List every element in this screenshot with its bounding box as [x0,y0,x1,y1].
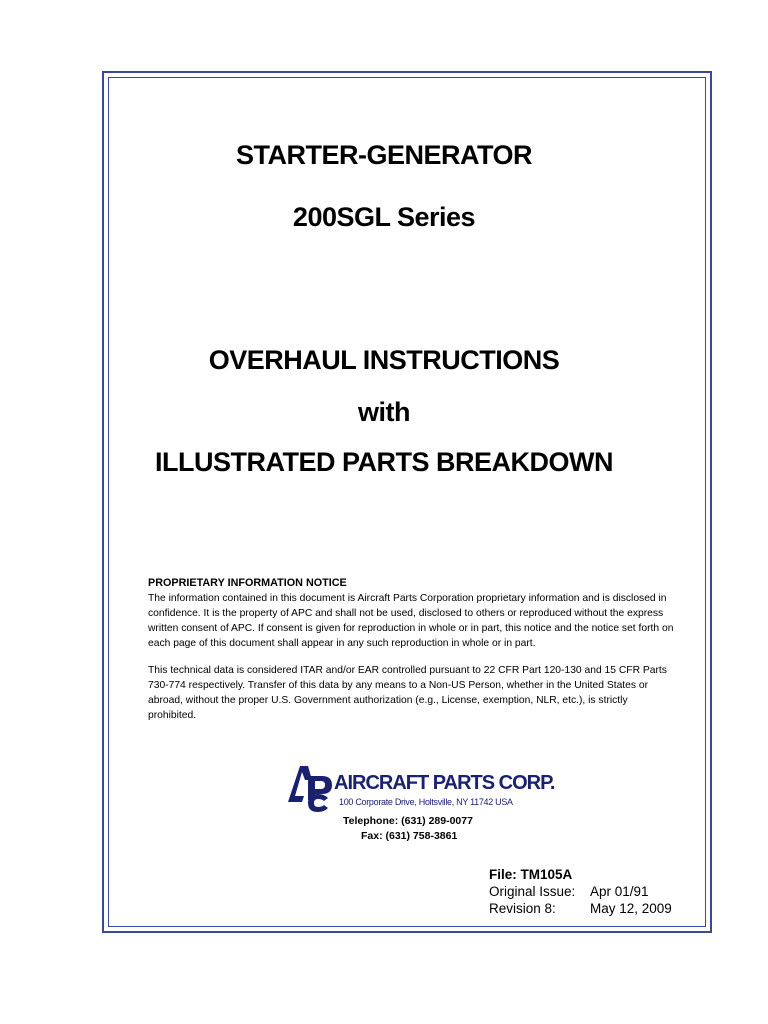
file-info-block [489,866,672,917]
proprietary-notice [148,576,676,723]
document-subtitle-connector: with [358,397,410,427]
company-telephone: Telephone: (631) 289-0077 [343,815,473,827]
company-name: AIRCRAFT PARTS CORP. [334,772,555,794]
notice-paragraph-itar: This technical data is considered ITAR and/or EAR controlled pursuant to 22 CFR Part 120-130 and 15 CFR Parts 730-774 respectively. Transfer of this data by any means to a Non-US Person, whether in the United States or abroad, without the proper U.S. Government authorization (e.g., License, exemption, NLR, etc.), is strictly prohibited. [148,665,667,721]
original-issue-value: Apr 01/91 [590,884,649,899]
revision-row [489,900,672,917]
notice-heading: PROPRIETARY INFORMATION NOTICE [148,577,347,589]
revision-value: May 12, 2009 [590,901,672,916]
document-series: 200SGL Series [292,202,476,232]
original-issue-row [489,883,672,900]
document-title: STARTER-GENERATOR [235,140,532,170]
document-subtitle: OVERHAUL INSTRUCTIONS [208,345,560,375]
original-issue-label: Original Issue: [489,884,576,899]
revision-label: Revision 8: [489,901,556,916]
notice-paragraph-confidential: The information contained in this document is Aircraft Parts Corporation proprietary information and is disclosed in confidence. It is the property of APC and shall not be used, disclosed to others or reproduced without the express written consent of APC. If consent is given for reproduction in whole or in part, this notice and the notice set forth on each page of this document shall appear in any such reproduction in whole or in part. [148,593,674,649]
document-subtitle-ipb: ILLUSTRATED PARTS BREAKDOWN [155,447,613,477]
company-fax: Fax: (631) 758-3861 [361,830,458,842]
apc-logo-icon [288,766,334,812]
company-address: 100 Corporate Drive, Holtsville, NY 11742 USA [339,797,513,807]
file-number: File: TM105A [489,867,573,882]
